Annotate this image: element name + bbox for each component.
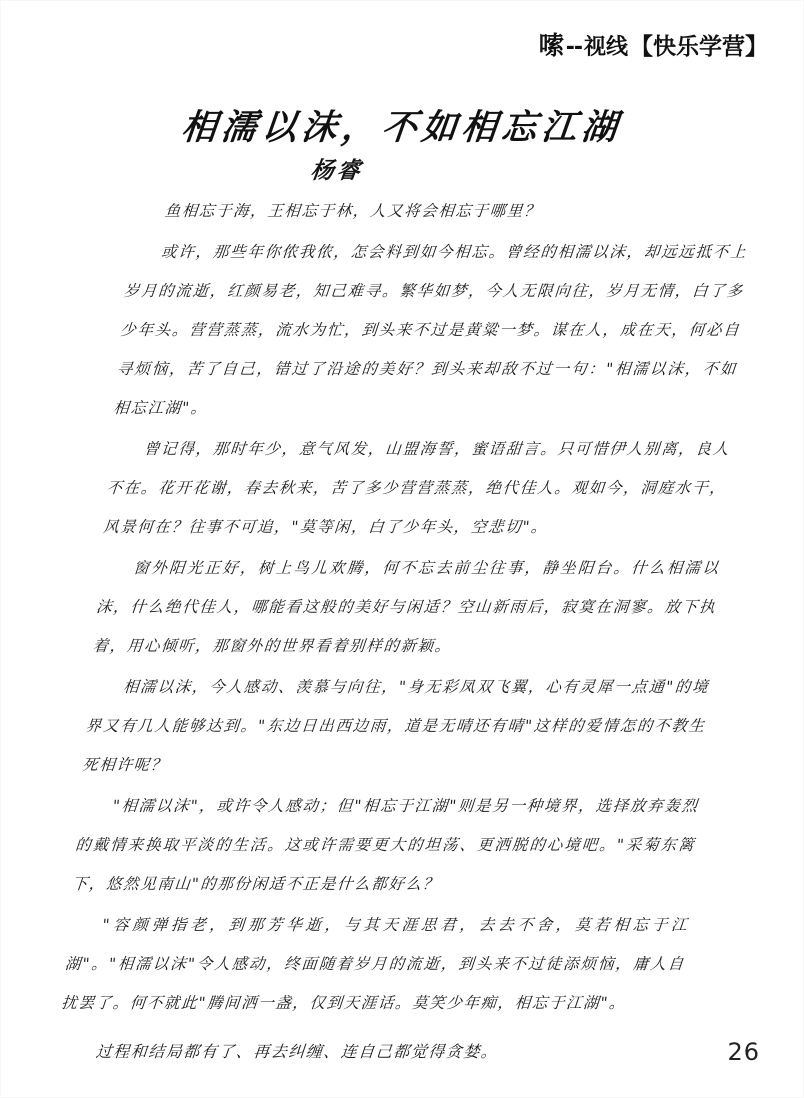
page-number: 26 xyxy=(727,1038,760,1066)
paragraph: 相濡以沫，今人感动、羡慕与向往，"身无彩凤双飞翼，心有灵犀一点通"的境界又有几人能够达到。"东边日出西边雨，道是无晴还有晴"这样的爱情怎的不教生死相许呢？ xyxy=(81,678,710,774)
article-body xyxy=(60,192,753,1025)
paragraph: 或许，那些年你侬我侬，怎会料到如今相忘。曾经的相濡以沫，却远远抵不上岁月的流逝，红颜易老，知己难寻。繁华如梦，今人无限向往，岁月无情，白了多少年头。营营蒸蒸，流水为忙，到头来不过是黄粱一梦。谋在人，成在天，何必自寻烦恼，苦了自己，错过了沿途的美好？到头来却敌不过一句："相濡以沫，不如相忘江湖"。 xyxy=(112,243,748,417)
paragraph: 窗外阳光正好，树上鸟儿欢腾，何不忘去前尘往事，静坐阳台。什么相濡以沫，什么绝代佳人，哪能看这般的美好与闲适？空山新雨后，寂寞在洞寥。放下执着，用心倾听，那窗外的世界看着别样的新颖。 xyxy=(91,559,721,655)
paragraph: "容颜弹指老，到那芳华逝，与其天涯思君，去去不舍，莫若相忘于江湖"。"相濡以沫"令人感动，终面随着岁月的流逝，到头来不过徒添烦恼，庸人自扰罢了。何不就此"腾间洒一盏，仅到天涯话。莫笑少年痴，相忘于江湖"。 xyxy=(60,916,690,1012)
brand-dash: -- xyxy=(565,35,582,60)
article-author: 杨睿 xyxy=(309,157,365,184)
brand-subtitle: 视线 xyxy=(583,35,628,60)
magazine-header xyxy=(539,26,768,62)
article-title: 相濡以沫，不如相忘江湖 xyxy=(179,107,624,148)
brand-mark-glyph: 嗦 xyxy=(538,31,564,60)
paragraph: 鱼相忘于海，王相忘于林，人又将会相忘于哪里？ xyxy=(163,202,542,220)
paragraph: 曾记得，那时年少，意气风发，山盟海誓，蜜语甜言。只可惜伊人别离，良人不在。花开花谢，春去秋来，苦了多少营营蒸蒸，绝代佳人。观如今，洞庭水干，风景何在？往事不可追，"莫等闲，白了少年头，空悲切"。 xyxy=(102,440,731,536)
brand-tagline: 【快乐学营】 xyxy=(630,34,768,60)
paragraph: "相濡以沫"，或许令人感动；但"相忘于江湖"则是另一种境界，选择放弃轰烈的戴情来换取平淡的生活。这或许需要更大的坦荡、更洒脱的心境吧。"采菊东篱下，悠然见南山"的那份闲适不正是什么都好么？ xyxy=(71,797,700,893)
footer-note: 过程和结局都有了、再去纠缠、连自己都觉得贪婪。 xyxy=(95,1042,500,1061)
